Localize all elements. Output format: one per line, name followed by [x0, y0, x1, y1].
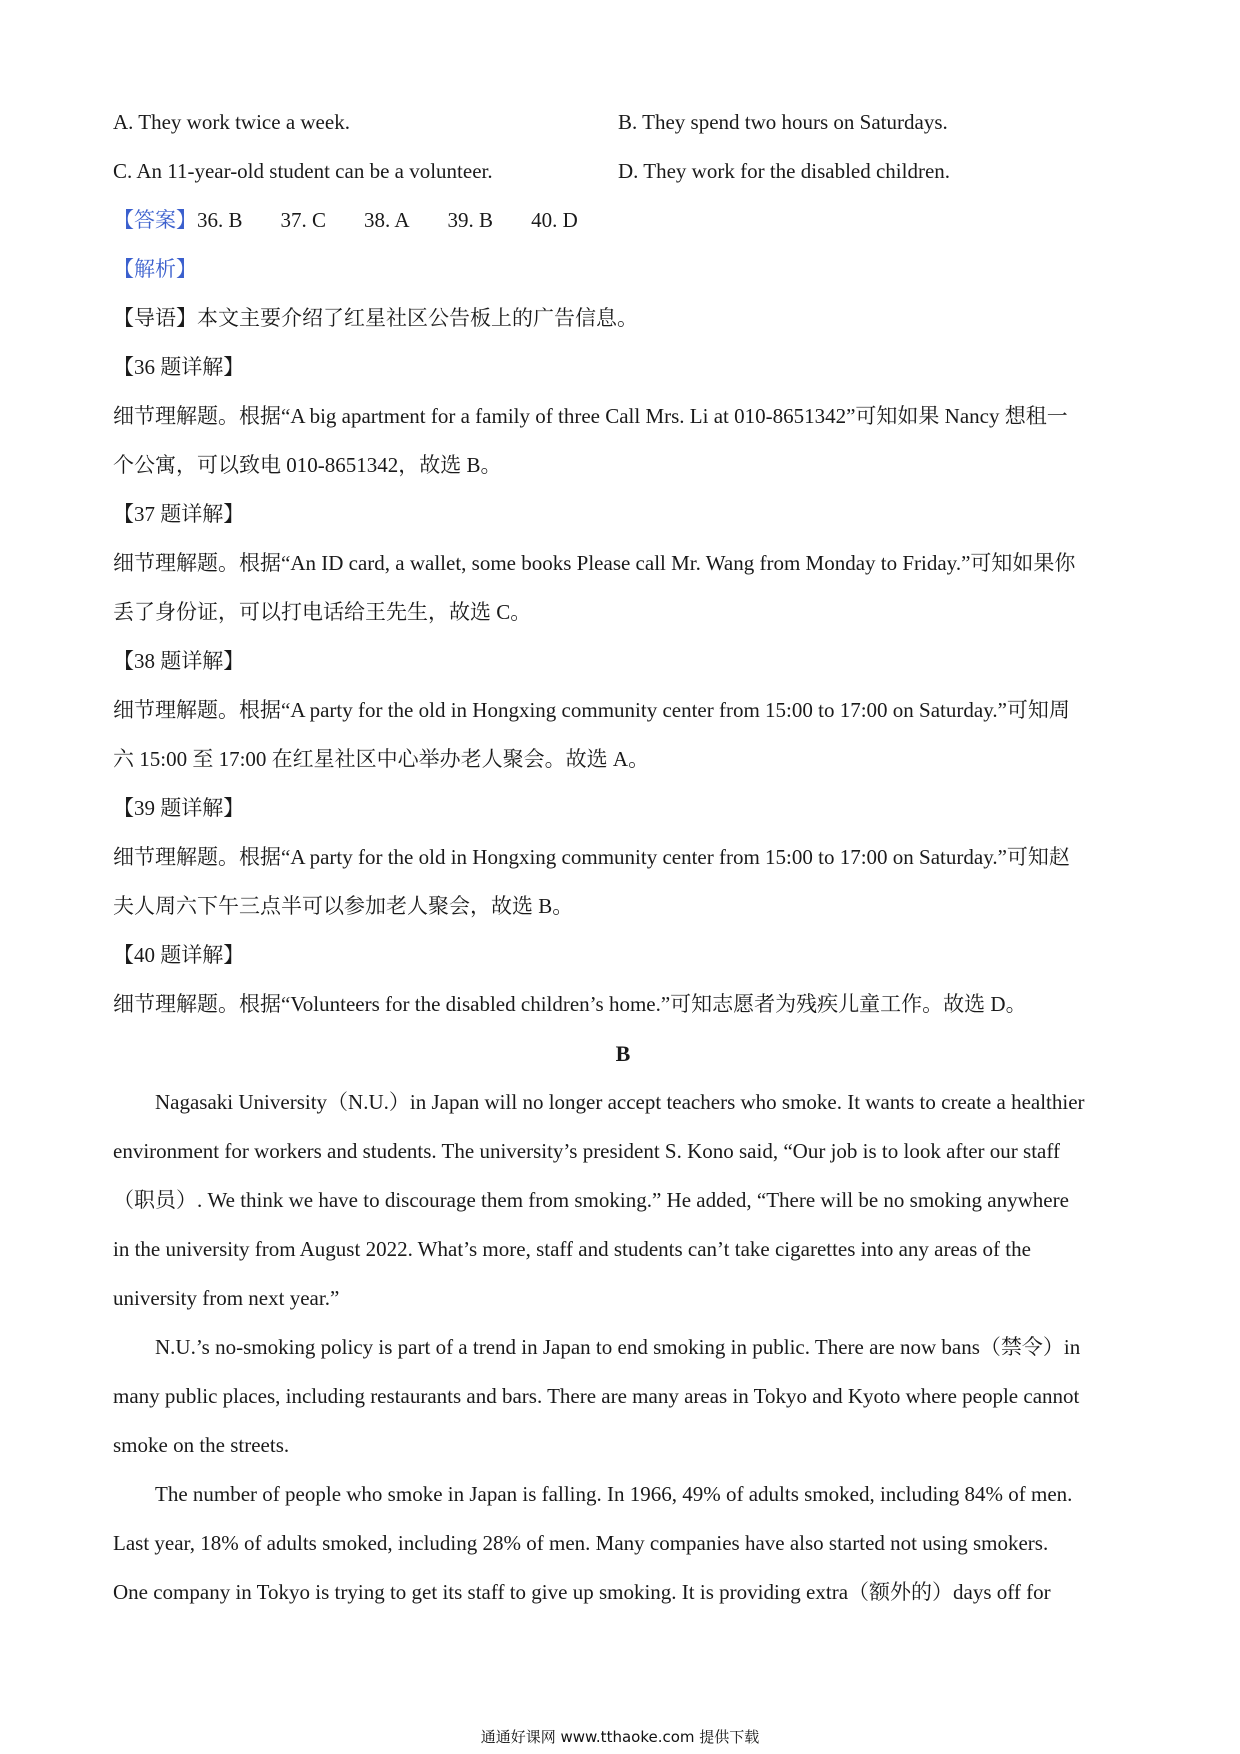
passage-line: The number of people who smoke in Japan is falling. In 1966, 49% of adults smoked, including 84% of men. — [155, 1482, 1073, 1506]
passage-line: （职员）. We think we have to discourage them from smoking.” He added, “There will be no smoking anywhere — [113, 1188, 1069, 1212]
q40-heading: 【40 题详解】 — [113, 943, 245, 967]
passage-line: in the university from August 2022. What’s more, staff and students can’t take cigarettes into any areas of the — [113, 1237, 1031, 1261]
intro-line: 【导语】本文主要介绍了红星社区公告板上的广告信息。 — [113, 306, 638, 330]
passage-line: university from next year.” — [113, 1286, 340, 1310]
passage-line: environment for workers and students. The university’s president S. Kono said, “Our job is to look after our staff — [113, 1139, 1060, 1163]
passage-line: many public places, including restaurants and bars. There are many areas in Tokyo and Kyoto where people cannot — [113, 1384, 1080, 1408]
passage-line: Nagasaki University（N.U.）in Japan will no longer accept teachers who smoke. It wants to create a healthier — [155, 1090, 1085, 1114]
q40-explanation-line: 细节理解题。根据“Volunteers for the disabled children’s home.”可知志愿者为残疾儿童工作。故选 D。 — [113, 992, 1027, 1016]
document-page — [113, 98, 1133, 1617]
page-footer: 通通好课网 www.tthaoke.com 提供下载 — [480, 1728, 760, 1746]
answer-item: 36. B — [197, 208, 243, 232]
q36-heading: 【36 题详解】 — [113, 355, 245, 379]
q38-heading: 【38 题详解】 — [113, 649, 245, 673]
answer-item: 39. B — [447, 208, 494, 232]
q38-explanation-line: 细节理解题。根据“A party for the old in Hongxing community center from 15:00 to 17:00 on Saturday.”可知周 — [113, 698, 1070, 722]
options-row-cd — [113, 147, 1133, 196]
q37-explanation-line: 丢了身份证，可以打电话给王先生，故选 C。 — [113, 600, 532, 624]
answer-line — [113, 196, 1133, 245]
q39-heading: 【39 题详解】 — [113, 796, 245, 820]
passage-line: N.U.’s no-smoking policy is part of a trend in Japan to end smoking in public. There are now bans（禁令）in — [155, 1335, 1081, 1359]
answer-item: 40. D — [531, 208, 578, 232]
q37-heading: 【37 题详解】 — [113, 502, 245, 526]
answer-label: 【答案】 — [113, 208, 197, 232]
section-b-heading: B — [615, 1041, 631, 1066]
option-a: A. They work twice a week. — [113, 110, 350, 134]
passage-line: One company in Tokyo is trying to get its staff to give up smoking. It is providing extra（额外的）days off for — [113, 1580, 1051, 1604]
q39-explanation-line: 夫人周六下午三点半可以参加老人聚会，故选 B。 — [113, 894, 574, 918]
q36-explanation-line: 个公寓，可以致电 010-8651342，故选 B。 — [113, 453, 502, 477]
q39-explanation-line: 细节理解题。根据“A party for the old in Hongxing community center from 15:00 to 17:00 on Saturday.”可知赵 — [113, 845, 1070, 869]
answer-item: 38. A — [364, 208, 410, 232]
q37-explanation-line: 细节理解题。根据“An ID card, a wallet, some books Please call Mr. Wang from Monday to Friday.”可知如果你 — [113, 551, 1076, 575]
analysis-label: 【解析】 — [113, 257, 197, 281]
options-row-ab — [113, 98, 1133, 147]
passage-line: Last year, 18% of adults smoked, including 28% of men. Many companies have also started not using smokers. — [113, 1531, 1049, 1555]
answer-item: 37. C — [280, 208, 327, 232]
option-b: B. They spend two hours on Saturdays. — [618, 110, 948, 134]
q38-explanation-line: 六 15:00 至 17:00 在红星社区中心举办老人聚会。故选 A。 — [113, 747, 650, 771]
option-d: D. They work for the disabled children. — [618, 159, 951, 183]
option-c: C. An 11-year-old student can be a volunteer. — [113, 159, 493, 183]
q36-explanation-line: 细节理解题。根据“A big apartment for a family of three Call Mrs. Li at 010-8651342”可知如果 Nancy 想租一 — [113, 404, 1068, 428]
passage-line: smoke on the streets. — [113, 1433, 290, 1457]
